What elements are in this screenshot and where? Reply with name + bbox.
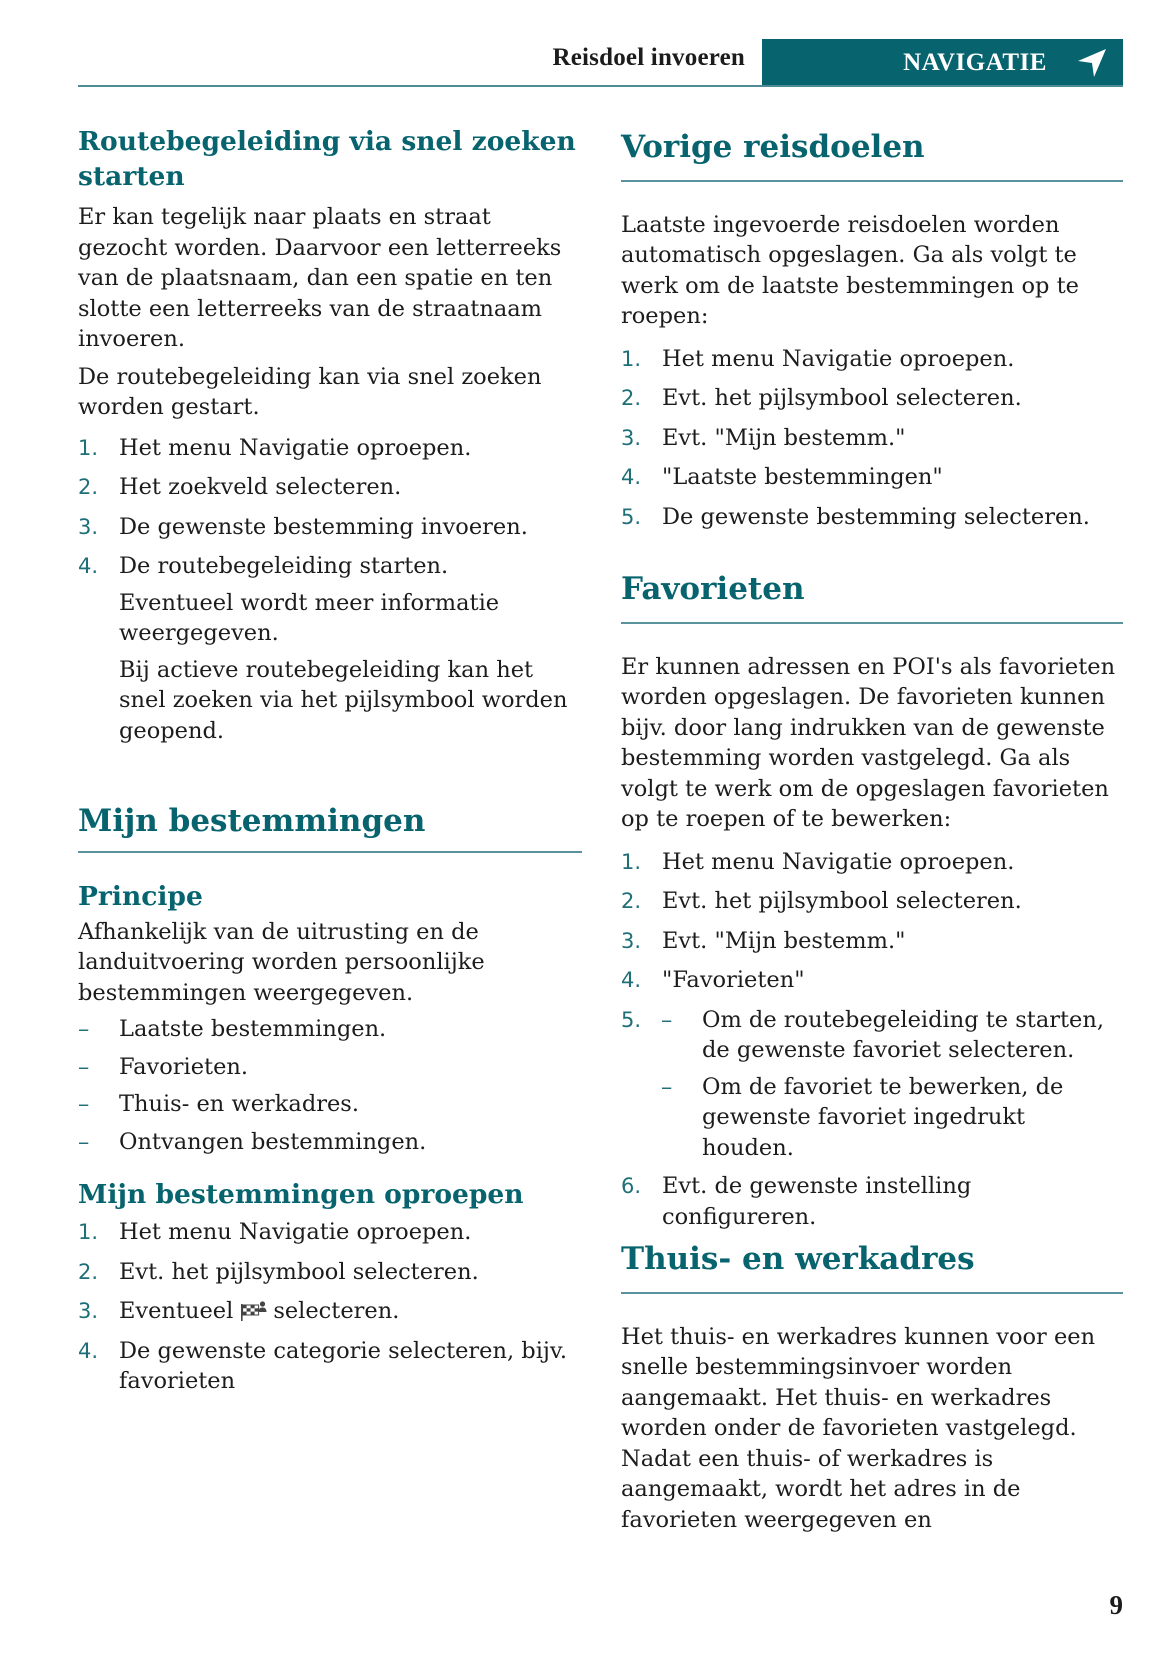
step-text: De gewenste bestemming selecteren.	[662, 503, 1090, 530]
step-text: De gewenste bestemming invoeren.	[119, 513, 528, 540]
step-number: 2.	[621, 386, 642, 410]
bullet-text: Thuis- en werkadres.	[119, 1091, 359, 1117]
list-item	[621, 886, 1123, 917]
step-note-2: Bij actieve routebegeleiding kan het snel zoeken via het pijlsymbool worden geopend.	[119, 656, 568, 744]
running-header-section-title: Reisdoel invoeren	[552, 44, 745, 71]
list-item	[78, 1336, 582, 1397]
step-number: 1.	[78, 435, 99, 460]
step-number: 1.	[621, 849, 642, 874]
principle-text: Afhankelijk van de uitrusting en de landuitvoering worden persoonlijke bestemmingen weergegeven.	[78, 918, 485, 1006]
step-number: 6.	[621, 1174, 642, 1198]
step-text: Het menu Navigatie oproepen.	[119, 434, 472, 461]
list-item	[78, 1296, 582, 1327]
navigation-arrow-icon	[1075, 46, 1109, 80]
bullet-text: Laatste bestemmingen.	[119, 1016, 387, 1042]
step-number: 4.	[78, 554, 99, 578]
step-text: De gewenste categorie selecteren, bijv. favorieten	[119, 1337, 568, 1394]
favorites-text: Er kunnen adressen en POI's als favorieten worden opgeslagen. De favorieten kunnen bijv. door lang indrukken van de gewenste bestemming worden vastgelegd. Ga als volgt te werk om de opgeslagen favorieten op te roepen of te bewerken:	[621, 653, 1116, 832]
chapter-tab	[762, 39, 1123, 86]
step-text: Het menu Navigatie oproepen.	[662, 848, 1015, 875]
destination-flag-person-icon	[239, 1300, 267, 1322]
step-number: 3.	[621, 425, 642, 450]
list-item	[78, 512, 582, 543]
step-number: 3.	[78, 1299, 99, 1323]
home-work-text: Het thuis- en werkadres kunnen voor een snelle bestemmingsinvoer worden aangemaakt. Het thuis- en werkadres worden onder de favorieten vastgelegd. Nadat een thuis- of werkadres is aangemaakt, wordt het adres in de favorieten weergegeven en	[621, 1323, 1096, 1533]
favorites-steps	[621, 847, 1123, 1233]
section-my-destinations	[78, 802, 582, 1397]
list-item	[621, 1072, 1123, 1164]
step-text: Het zoekveld selecteren.	[119, 474, 402, 500]
chapter-tab-label: NAVIGATIE	[903, 48, 1047, 76]
page-number: 9	[1109, 1590, 1123, 1620]
step-text: Eventueel	[119, 1298, 234, 1324]
bullet-text: Ontvangen bestemmingen.	[119, 1128, 427, 1155]
my-destinations-heading: Mijn bestemmingen	[78, 803, 426, 839]
step-note-1: Eventueel wordt meer informatie weergegeven.	[119, 589, 500, 646]
list-item	[621, 502, 1123, 533]
step-text: Evt. de gewenste instelling configureren.	[662, 1173, 972, 1230]
heading-rule	[621, 622, 1123, 624]
step-text: Het menu Navigatie oproepen.	[662, 345, 1015, 372]
previous-destinations-heading: Vorige reisdoelen	[621, 129, 925, 165]
quick-search-steps	[78, 433, 582, 747]
list-item	[621, 1005, 1123, 1066]
list-item	[78, 433, 582, 464]
section-quick-search	[78, 124, 582, 746]
principle-heading: Principe	[78, 880, 203, 912]
list-item	[78, 1014, 582, 1045]
call-destinations-steps	[78, 1217, 582, 1397]
home-work-heading: Thuis- en werkadres	[621, 1241, 975, 1277]
list-item	[621, 462, 1123, 493]
step-number: 3.	[621, 928, 642, 953]
list-item	[78, 1127, 582, 1158]
step-number: 3.	[78, 514, 99, 539]
list-item	[78, 1217, 582, 1248]
bullet-dash: –	[661, 1073, 673, 1100]
step-text: Evt. het pijlsymbool selecteren.	[662, 385, 1022, 411]
step-number: 4.	[621, 465, 642, 489]
step-number: 5.	[621, 1007, 642, 1032]
step-number: 1.	[78, 1220, 99, 1244]
heading-rule	[78, 851, 582, 853]
bullet-dash: –	[78, 1016, 90, 1042]
step-text: Evt. "Mijn bestemm."	[662, 927, 906, 954]
header-rule	[78, 85, 1123, 87]
heading-line-1: Routebegeleiding via snel zoeken	[78, 126, 576, 157]
step-number: 4.	[78, 1338, 99, 1363]
list-item	[621, 344, 1123, 375]
list-item	[78, 472, 582, 503]
previous-destinations-text: Laatste ingevoerde reisdoelen worden automatisch opgeslagen. Ga als volgt te werk om de laatste bestemmingen op te roepen:	[621, 211, 1079, 329]
bullet-text: Favorieten.	[119, 1053, 249, 1080]
step-text: "Laatste bestemmingen"	[662, 464, 943, 490]
list-item	[621, 965, 1123, 996]
heading-rule	[621, 180, 1123, 182]
section-home-work-address	[621, 1240, 1123, 1535]
list-item	[78, 551, 582, 582]
sub-step-text: Om de favoriet te bewerken, de gewenste favoriet ingedrukt houden.	[702, 1073, 1064, 1161]
heading-line-2: starten	[78, 161, 185, 192]
step-number: 1.	[621, 346, 642, 371]
step-text-after-icon: selecteren.	[273, 1298, 400, 1324]
bullet-dash: –	[78, 1128, 90, 1155]
section-previous-destinations	[621, 128, 1123, 532]
bullet-dash: –	[78, 1091, 90, 1117]
quick-search-heading	[78, 124, 582, 194]
step-text: Evt. "Mijn bestemm."	[662, 424, 906, 451]
favorites-heading: Favorieten	[621, 571, 805, 607]
step-text: De routebegeleiding starten.	[119, 553, 449, 579]
list-item	[621, 423, 1123, 454]
list-item	[621, 1171, 1123, 1232]
bullet-dash: –	[661, 1006, 673, 1033]
step-text: Het menu Navigatie oproepen.	[119, 1219, 472, 1245]
quick-search-paragraph-2: De routebegeleiding kan via snel zoeken worden gestart.	[78, 363, 542, 420]
sub-step-text: Om de routebegeleiding te starten, de gewenste favoriet selecteren.	[702, 1006, 1105, 1063]
step-number: 4.	[621, 968, 642, 992]
step-number: 5.	[621, 504, 642, 529]
step-number: 2.	[78, 1259, 99, 1284]
step-number: 2.	[621, 889, 642, 913]
list-item	[621, 847, 1123, 878]
quick-search-paragraph-1: Er kan tegelijk naar plaats en straat gezocht worden. Daarvoor een letterreeks van de plaatsnaam, dan een spatie en ten slotte een letterreeks van de straatnaam invoeren.	[78, 204, 562, 352]
step-text: "Favorieten"	[662, 967, 805, 993]
bullet-dash: –	[78, 1053, 90, 1080]
list-item	[621, 926, 1123, 957]
step-number: 2.	[78, 475, 99, 499]
list-item	[621, 383, 1123, 414]
call-destinations-heading: Mijn bestemmingen oproepen	[78, 1179, 524, 1210]
section-favorites	[621, 570, 1123, 1232]
previous-destinations-steps	[621, 344, 1123, 533]
list-item	[78, 1257, 582, 1288]
step-text: Evt. het pijlsymbool selecteren.	[119, 1258, 479, 1285]
list-item	[78, 1089, 582, 1120]
list-item	[78, 1052, 582, 1083]
heading-rule	[621, 1292, 1123, 1294]
step-text: Evt. het pijlsymbool selecteren.	[662, 888, 1022, 914]
destination-types-list	[78, 1014, 582, 1157]
